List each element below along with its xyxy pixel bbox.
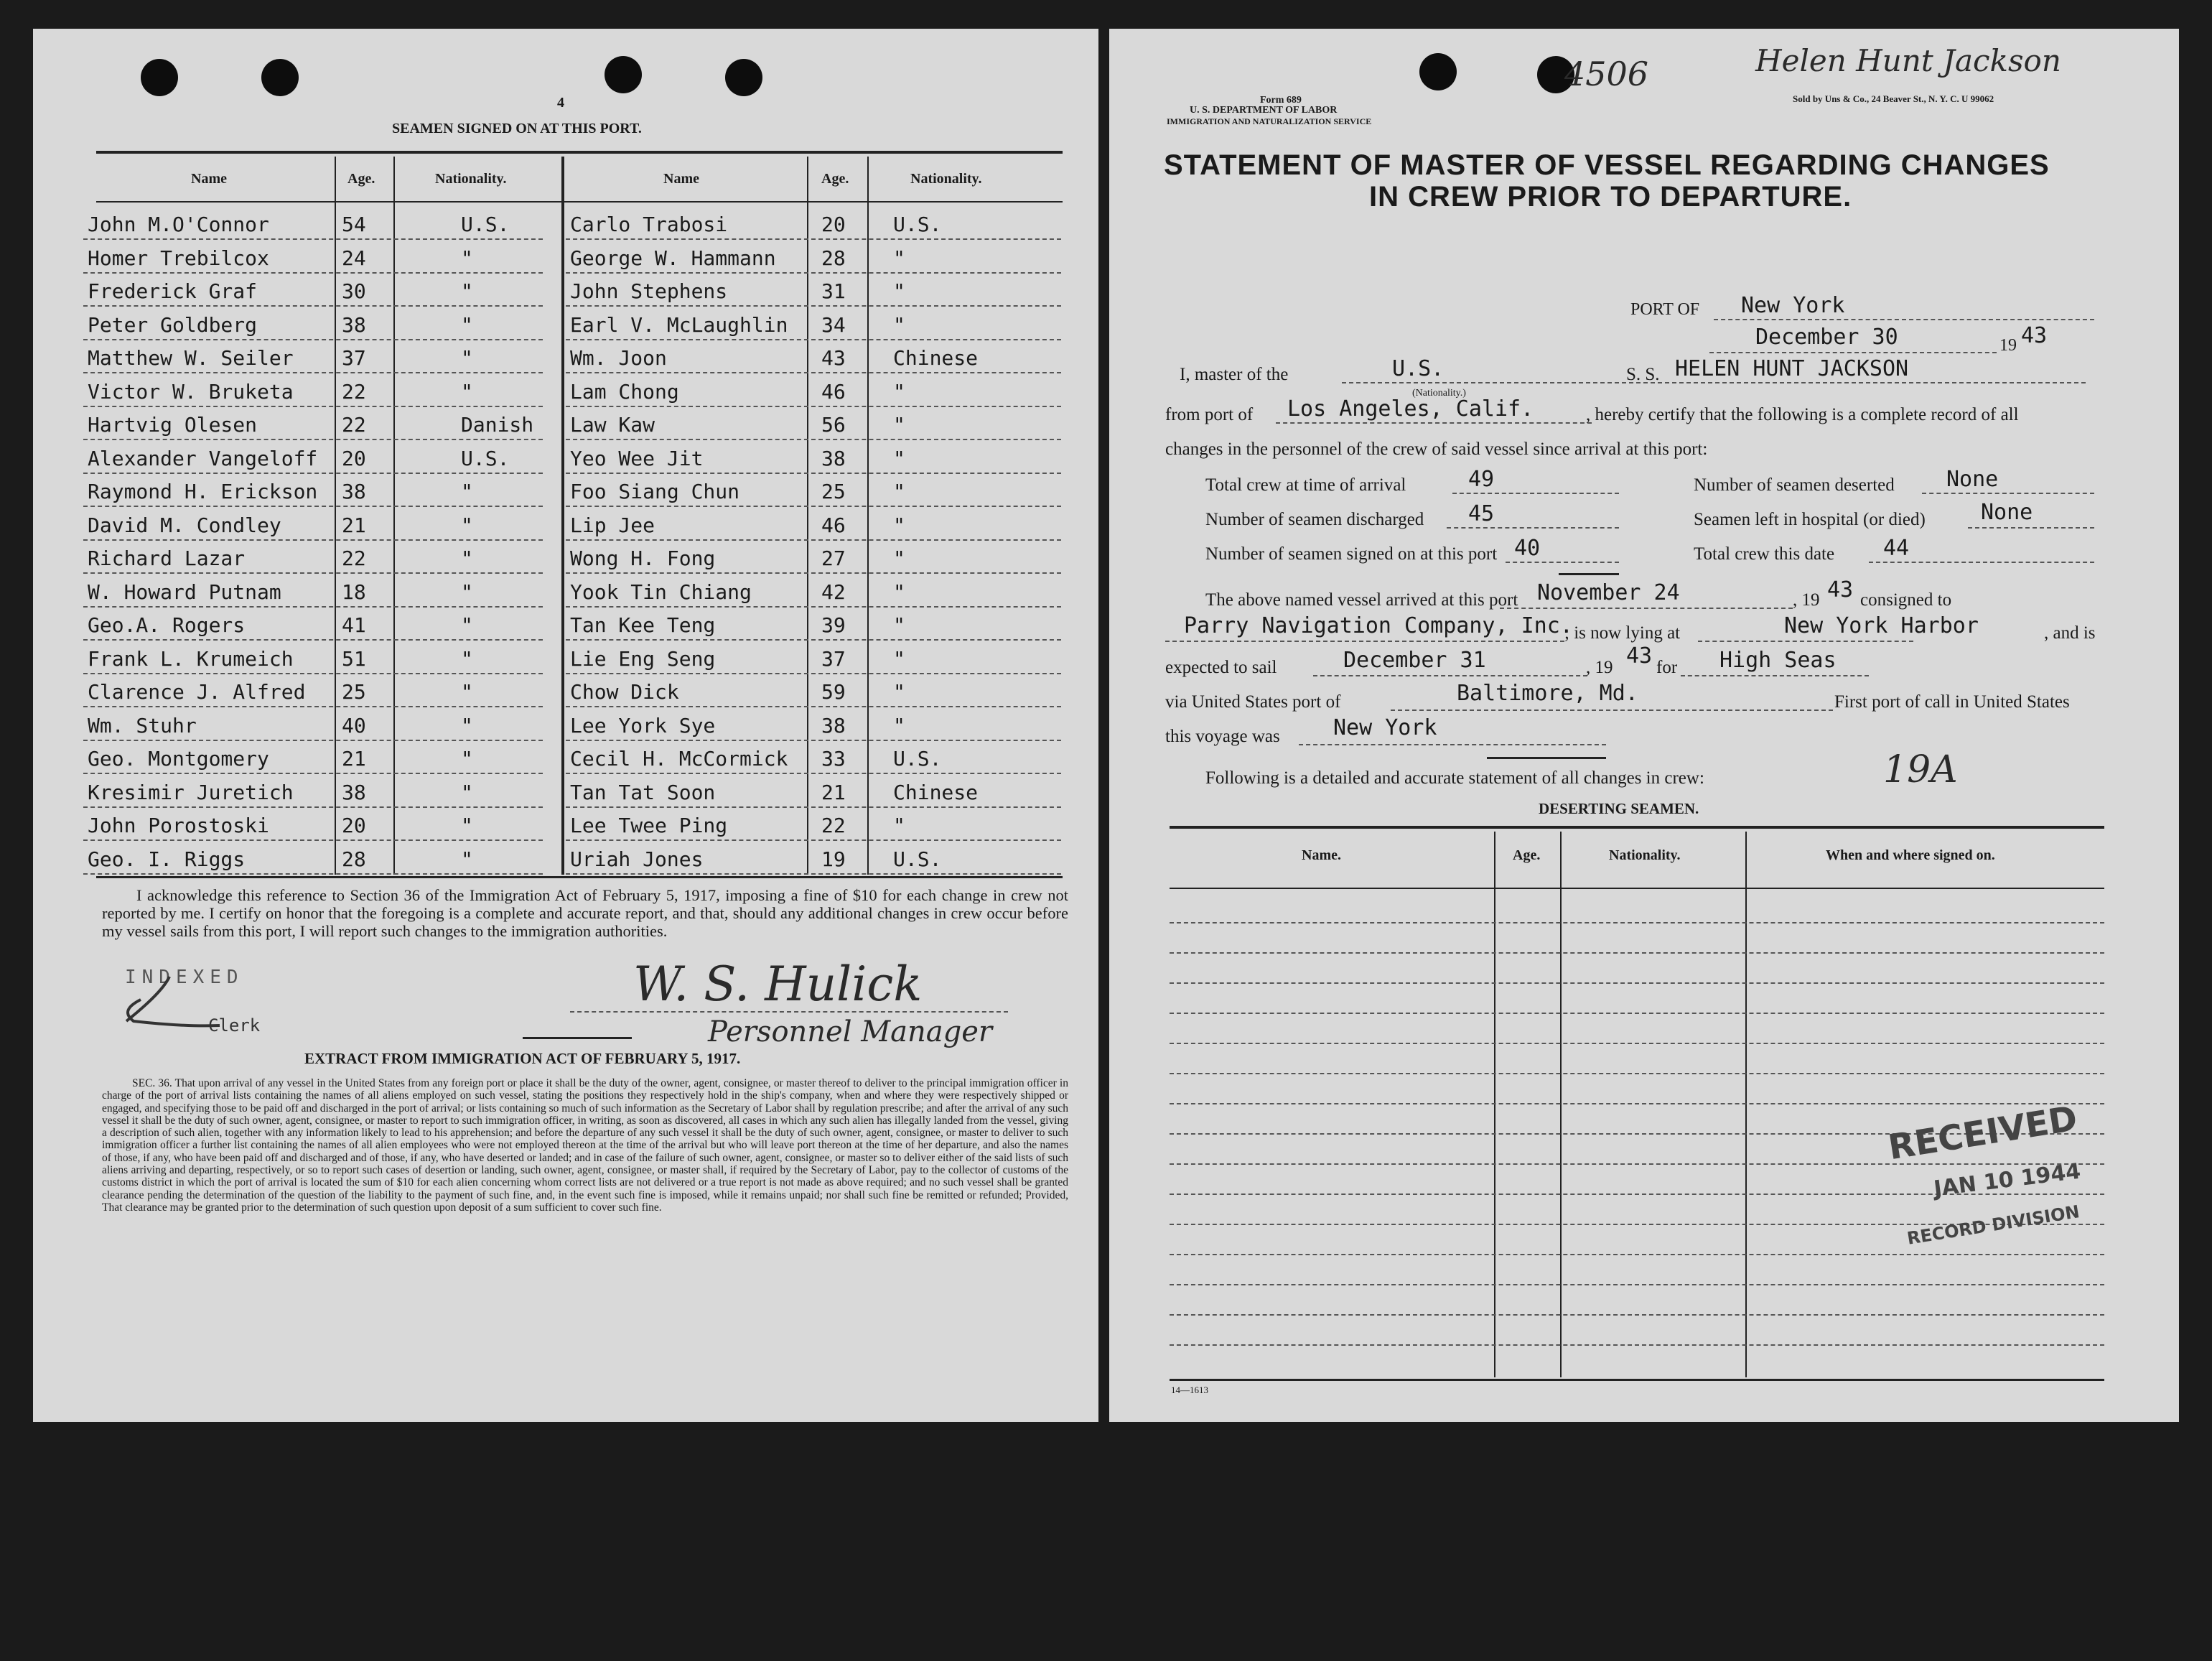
crew-age: 34 bbox=[821, 312, 846, 337]
section-title: SEAMEN SIGNED ON AT THIS PORT. bbox=[392, 121, 642, 136]
col-nationality-header: Nationality. bbox=[435, 171, 507, 187]
department: U. S. DEPARTMENT OF LABOR bbox=[1190, 105, 1338, 116]
form-number: Form 689 bbox=[1260, 95, 1302, 106]
crew-name: Hartvig Olesen bbox=[88, 413, 258, 437]
master-label: I, master of the bbox=[1180, 365, 1289, 384]
handwritten-number: 4506 bbox=[1564, 55, 1649, 93]
crew-age: 46 bbox=[821, 379, 846, 404]
crew-age: 43 bbox=[821, 346, 846, 370]
total-this-date-label: Total crew this date bbox=[1694, 544, 1835, 564]
right-page bbox=[1109, 29, 2179, 1422]
crew-nationality: " bbox=[893, 546, 905, 570]
crew-nationality: U.S. bbox=[893, 747, 942, 771]
total-crew-arrival: 49 bbox=[1468, 467, 1495, 492]
discharged-value: 45 bbox=[1468, 501, 1495, 526]
crew-nationality: " bbox=[461, 580, 473, 604]
col-name-header: Name bbox=[191, 171, 227, 187]
table-bottom-rule bbox=[96, 876, 1063, 878]
crew-nationality: " bbox=[461, 346, 473, 370]
lying-at: New York Harbor bbox=[1784, 613, 1979, 638]
crew-name: Victor W. Bruketa bbox=[88, 379, 294, 404]
total-this-date: 44 bbox=[1883, 536, 1910, 561]
date-value: December 30 bbox=[1755, 325, 1898, 350]
crew-age: 41 bbox=[342, 613, 366, 637]
lying-label: ; is now lying at bbox=[1564, 623, 1681, 643]
crew-name: John Porostoski bbox=[88, 814, 269, 837]
crew-nationality: " bbox=[461, 847, 473, 871]
section-36-text: SEC. 36. That upon arrival of any vessel in the United States from any foreign port or place it shall be the duty of the owner, agent, consignee, or master thereof to deliver to the principal immigration officer in charge of the port of arrival lists containing the names of all aliens employed on such vessel, stating the positions they respectively hold in the ship's company, when and where they were respectively shipped or engaged, and specifying those to be paid off and discharged in the port of arrival; or lists containing so much of such information as the Secretary of Labor shall by regulation prescribe; and after the arrival of any such vessel it shall be the duty of such owner, agent, consignee, or master to report to such immigration officer, in writing, as soon as discovered, all cases in which any such alien has illegally landed from the vessel, giving a description of such alien, together with any information likely to lead to his apprehension; and before the departure of any such vessel it shall be the duty of such owner, agent, consignee, or master to deliver to such immigration officer a further list containing the names of all alien employees who were not employed thereon at the time of the arrival but who will leave port thereon at the time of her departure, and also the names of those, if any, who have been paid off and discharged and of those, if any, who have deserted or landed; and in case of the failure of such owner, agent, consignee, or master so to deliver either of the said lists of such aliens arriving and departing, respectively, or so to report such cases of desertion or landing, such owner, agent, consignee, or master shall, if required by the Secretary of Labor, pay to the collector of customs of the customs district in which the port of arrival is located the sum of $10 for each alien concerning whom correct lists are not delivered or a true report is not made as above required; and no such vessel shall be granted clearance pending the determination of the question of the liability to the payment of such fine, and, in the event such fine is imposed, while it remains unpaid; nor shall such fine be remitted or refunded; Provided, That clearance may be granted prior to the determination of such question upon deposit of a sum sufficient to cover such fine. bbox=[102, 1077, 1068, 1214]
crew-nationality: " bbox=[893, 613, 905, 637]
empty-row-line bbox=[1170, 982, 2104, 984]
crew-name: Lam Chong bbox=[570, 379, 679, 404]
crew-name: Raymond H. Erickson bbox=[88, 480, 318, 503]
crew-age: 38 bbox=[342, 312, 366, 337]
crew-age: 20 bbox=[821, 213, 846, 236]
empty-row-line bbox=[1170, 952, 2104, 954]
crew-age: 19 bbox=[821, 847, 846, 871]
crew-name: Foo Siang Chun bbox=[570, 480, 740, 503]
via-port: Baltimore, Md. bbox=[1457, 681, 1638, 706]
crew-name: Tan Tat Soon bbox=[570, 780, 716, 804]
crew-name: Clarence J. Alfred bbox=[88, 680, 306, 704]
crew-age: 31 bbox=[821, 279, 846, 303]
following-label: Following is a detailed and accurate statement of all changes in crew: bbox=[1205, 768, 1704, 788]
deserting-title: DESERTING SEAMEN. bbox=[1539, 800, 1699, 817]
crew-age: 30 bbox=[342, 279, 366, 303]
crew-name: Peter Goldberg bbox=[88, 312, 258, 337]
crew-nationality: " bbox=[461, 747, 473, 771]
empty-row-line bbox=[1170, 1043, 2104, 1044]
crew-name: Lip Jee bbox=[570, 513, 655, 537]
crew-age: 22 bbox=[342, 379, 366, 404]
signature: W. S. Hulick bbox=[633, 957, 923, 1012]
indexed-stamp: INDEXED bbox=[125, 967, 244, 988]
first-call-label: First port of call in United States bbox=[1834, 692, 2070, 712]
crew-age: 20 bbox=[342, 446, 366, 470]
total-crew-arrival-label: Total crew at time of arrival bbox=[1205, 475, 1406, 495]
port-label: PORT OF bbox=[1630, 300, 1700, 319]
crew-nationality: " bbox=[893, 680, 905, 704]
crew-name: Carlo Trabosi bbox=[570, 213, 728, 236]
arrived-label: The above named vessel arrived at this port bbox=[1205, 590, 1518, 610]
crew-name: Lee Twee Ping bbox=[570, 814, 728, 837]
crew-nationality: " bbox=[893, 379, 905, 404]
via-label: via United States port of bbox=[1165, 692, 1341, 712]
vessel-name: HELEN HUNT JACKSON bbox=[1675, 356, 1909, 381]
crew-nationality: Chinese bbox=[893, 346, 979, 370]
crew-age: 38 bbox=[342, 780, 366, 804]
crew-age: 25 bbox=[342, 680, 366, 704]
sail-date: December 31 bbox=[1343, 648, 1486, 673]
empty-row-line bbox=[1170, 1314, 2104, 1316]
crew-name: Earl V. McLaughlin bbox=[570, 312, 788, 337]
punch-hole bbox=[605, 56, 642, 93]
desert-col-name: Name. bbox=[1302, 847, 1341, 863]
crew-nationality: " bbox=[893, 279, 905, 303]
crew-nationality: " bbox=[893, 646, 905, 671]
crew-name: David M. Condley bbox=[88, 513, 281, 537]
service: IMMIGRATION AND NATURALIZATION SERVICE bbox=[1167, 116, 1372, 126]
crew-age: 21 bbox=[342, 747, 366, 771]
crew-name: Matthew W. Seiler bbox=[88, 346, 294, 370]
handwritten-ship-name: Helen Hunt Jackson bbox=[1755, 43, 2061, 78]
crew-name: Lie Eng Seng bbox=[570, 646, 716, 671]
crew-age: 37 bbox=[342, 346, 366, 370]
form-title-line-2: IN CREW PRIOR TO DEPARTURE. bbox=[1369, 181, 1852, 213]
hospital-label: Seamen left in hospital (or died) bbox=[1694, 510, 1926, 529]
year-value: 43 bbox=[2021, 323, 2048, 348]
empty-row-line bbox=[1170, 1254, 2104, 1255]
from-port-label: from port of bbox=[1165, 405, 1254, 424]
arrived-year-prefix: , 19 bbox=[1793, 590, 1820, 610]
table-header-rule bbox=[96, 201, 1063, 203]
crew-nationality: U.S. bbox=[461, 213, 510, 236]
crew-age: 20 bbox=[342, 814, 366, 837]
crew-nationality: " bbox=[461, 646, 473, 671]
clerk-label: Clerk bbox=[208, 1015, 261, 1036]
ss-label: S. S. bbox=[1626, 365, 1660, 384]
empty-row-line bbox=[1170, 1284, 2104, 1285]
crew-age: 21 bbox=[342, 513, 366, 537]
crew-age: 21 bbox=[821, 780, 846, 804]
crew-name: Yook Tin Chiang bbox=[570, 580, 752, 604]
desert-col-nationality: Nationality. bbox=[1609, 847, 1681, 863]
col-age-header: Age. bbox=[821, 171, 849, 187]
crew-age: 22 bbox=[342, 413, 366, 437]
destination: High Seas bbox=[1719, 648, 1837, 673]
crew-name: Wong H. Fong bbox=[570, 546, 716, 570]
crew-nationality: " bbox=[461, 780, 473, 804]
crew-name: Wm. Joon bbox=[570, 346, 667, 370]
empty-row-line bbox=[1170, 1163, 2104, 1165]
certify-text: , hereby certify that the following is a complete record of all bbox=[1586, 405, 2019, 424]
desert-col-age: Age. bbox=[1513, 847, 1541, 863]
crew-nationality: " bbox=[461, 379, 473, 404]
nationality-value: U.S. bbox=[1392, 356, 1445, 381]
signed-on-value: 40 bbox=[1514, 536, 1541, 561]
col-nationality-header: Nationality. bbox=[910, 171, 982, 187]
crew-nationality: " bbox=[461, 713, 473, 738]
crew-age: 54 bbox=[342, 213, 366, 236]
seller-imprint: Sold by Uns & Co., 24 Beaver St., N. Y. C. U 99062 bbox=[1793, 93, 1994, 104]
crew-age: 56 bbox=[821, 413, 846, 437]
crew-nationality: " bbox=[461, 613, 473, 637]
crew-age: 18 bbox=[342, 580, 366, 604]
crew-name: Chow Dick bbox=[570, 680, 679, 704]
crew-age: 27 bbox=[821, 546, 846, 570]
crew-age: 25 bbox=[821, 480, 846, 503]
received-stamp-division: RECORD DIVISION bbox=[1905, 1201, 2081, 1249]
crew-nationality: " bbox=[461, 680, 473, 704]
crew-age: 51 bbox=[342, 646, 366, 671]
crew-name: John M.O'Connor bbox=[88, 213, 269, 236]
extract-title: EXTRACT FROM IMMIGRATION ACT OF FEBRUARY 5, 1917. bbox=[304, 1050, 741, 1067]
crew-nationality: " bbox=[461, 246, 473, 270]
crew-nationality: U.S. bbox=[893, 213, 942, 236]
crew-age: 28 bbox=[342, 847, 366, 871]
crew-nationality: " bbox=[893, 312, 905, 337]
crew-nationality: " bbox=[461, 279, 473, 303]
empty-row-line bbox=[1170, 1073, 2104, 1074]
for-label: for bbox=[1656, 658, 1678, 677]
crew-nationality: " bbox=[461, 814, 473, 837]
crew-name: Homer Trebilcox bbox=[88, 246, 269, 270]
crew-age: 22 bbox=[342, 546, 366, 570]
crew-nationality: " bbox=[893, 580, 905, 604]
desert-col-signed-on: When and where signed on. bbox=[1826, 847, 1995, 863]
crew-nationality: " bbox=[893, 814, 905, 837]
crew-nationality: " bbox=[893, 413, 905, 437]
handwritten-code: 19A bbox=[1883, 748, 1958, 791]
crew-nationality: " bbox=[461, 480, 473, 503]
form-footer-number: 14—1613 bbox=[1171, 1385, 1208, 1395]
table-top-rule bbox=[96, 151, 1063, 154]
sail-year-prefix: , 19 bbox=[1586, 658, 1613, 677]
consignee: Parry Navigation Company, Inc. bbox=[1184, 613, 1573, 638]
received-stamp: RECEIVED bbox=[1885, 1098, 2081, 1168]
crew-age: 22 bbox=[821, 814, 846, 837]
crew-age: 33 bbox=[821, 747, 846, 771]
crew-name: Frederick Graf bbox=[88, 279, 258, 303]
crew-name: W. Howard Putnam bbox=[88, 580, 281, 604]
year-prefix: 19 bbox=[1999, 336, 2017, 355]
crew-nationality: " bbox=[461, 513, 473, 537]
crew-name: George W. Hammann bbox=[570, 246, 776, 270]
col-age-header: Age. bbox=[347, 171, 375, 187]
sail-year: 43 bbox=[1626, 643, 1653, 669]
page-number: 4 bbox=[557, 95, 564, 111]
punch-hole bbox=[141, 59, 178, 96]
crew-nationality: " bbox=[893, 713, 905, 738]
crew-name: Uriah Jones bbox=[570, 847, 704, 871]
signed-on-label: Number of seamen signed on at this port bbox=[1205, 544, 1498, 564]
voyage-value: New York bbox=[1333, 715, 1437, 740]
deserted-value: None bbox=[1946, 467, 1999, 492]
changes-text: changes in the personnel of the crew of said vessel since arrival at this port: bbox=[1165, 439, 1708, 459]
crew-nationality: U.S. bbox=[893, 847, 942, 871]
crew-nationality: " bbox=[893, 480, 905, 503]
crew-nationality: " bbox=[893, 446, 905, 470]
crew-age: 46 bbox=[821, 513, 846, 537]
punch-hole bbox=[261, 59, 299, 96]
crew-age: 42 bbox=[821, 580, 846, 604]
left-page bbox=[33, 29, 1098, 1422]
form-title-line-1: STATEMENT OF MASTER OF VESSEL REGARDING CHANGES bbox=[1164, 149, 2050, 181]
crew-nationality: Chinese bbox=[893, 780, 979, 804]
crew-name: Geo. I. Riggs bbox=[88, 847, 246, 871]
crew-nationality: " bbox=[461, 546, 473, 570]
crew-name: Richard Lazar bbox=[88, 546, 246, 570]
crew-name: Cecil H. McCormick bbox=[570, 747, 788, 771]
punch-hole bbox=[1419, 53, 1457, 90]
empty-row-line bbox=[1170, 1013, 2104, 1014]
crew-name: Geo.A. Rogers bbox=[88, 613, 246, 637]
crew-age: 40 bbox=[342, 713, 366, 738]
received-stamp-date: JAN 10 1944 bbox=[1932, 1158, 2082, 1202]
and-is-text: , and is bbox=[2044, 623, 2096, 643]
crew-name: Yeo Wee Jit bbox=[570, 446, 704, 470]
crew-age: 38 bbox=[342, 480, 366, 503]
hospital-value: None bbox=[1981, 500, 2033, 525]
crew-age: 59 bbox=[821, 680, 846, 704]
col-name-header: Name bbox=[663, 171, 699, 187]
empty-row-line bbox=[1170, 922, 2104, 923]
arrived-date: November 24 bbox=[1537, 580, 1680, 605]
crew-age: 24 bbox=[342, 246, 366, 270]
crew-nationality: " bbox=[893, 513, 905, 537]
crew-name: Frank L. Krumeich bbox=[88, 646, 294, 671]
crew-name: Lee York Sye bbox=[570, 713, 716, 738]
crew-age: 28 bbox=[821, 246, 846, 270]
crew-name: Kresimir Juretich bbox=[88, 780, 294, 804]
crew-name: John Stephens bbox=[570, 279, 728, 303]
crew-nationality: U.S. bbox=[461, 446, 510, 470]
crew-name: Tan Kee Teng bbox=[570, 613, 716, 637]
crew-name: Alexander Vangeloff bbox=[88, 446, 318, 470]
port-value: New York bbox=[1741, 293, 1845, 318]
consigned-label: consigned to bbox=[1860, 590, 1952, 610]
empty-row-line bbox=[1170, 1103, 2104, 1104]
voyage-label: this voyage was bbox=[1165, 727, 1280, 746]
crew-nationality: " bbox=[893, 246, 905, 270]
crew-age: 37 bbox=[821, 646, 846, 671]
crew-age: 38 bbox=[821, 446, 846, 470]
empty-row-line bbox=[1170, 1344, 2104, 1346]
crew-name: Law Kaw bbox=[570, 413, 655, 437]
crew-nationality: " bbox=[461, 312, 473, 337]
crew-age: 39 bbox=[821, 613, 846, 637]
punch-hole bbox=[725, 59, 762, 96]
crew-age: 38 bbox=[821, 713, 846, 738]
crew-nationality: Danish bbox=[461, 413, 534, 437]
signature-title: Personnel Manager bbox=[708, 1015, 993, 1048]
deserted-label: Number of seamen deserted bbox=[1694, 475, 1895, 495]
discharged-label: Number of seamen discharged bbox=[1205, 510, 1424, 529]
nationality-caption: (Nationality.) bbox=[1412, 388, 1466, 399]
crew-name: Geo. Montgomery bbox=[88, 747, 269, 771]
from-port-value: Los Angeles, Calif. bbox=[1287, 396, 1534, 422]
expected-label: expected to sail bbox=[1165, 658, 1277, 677]
arrived-year: 43 bbox=[1827, 577, 1854, 602]
crew-name: Wm. Stuhr bbox=[88, 713, 197, 738]
acknowledgement-text: I acknowledge this reference to Section 36 of the Immigration Act of February 5, 1917, imposing a fine of $10 for each change in crew not reported by me. I certify on honor that the foregoing is a complete and accurate report, and that, should any additional changes in crew occur before my vessel sails from this port, I will report such changes to the immigration authorities. bbox=[102, 886, 1068, 940]
